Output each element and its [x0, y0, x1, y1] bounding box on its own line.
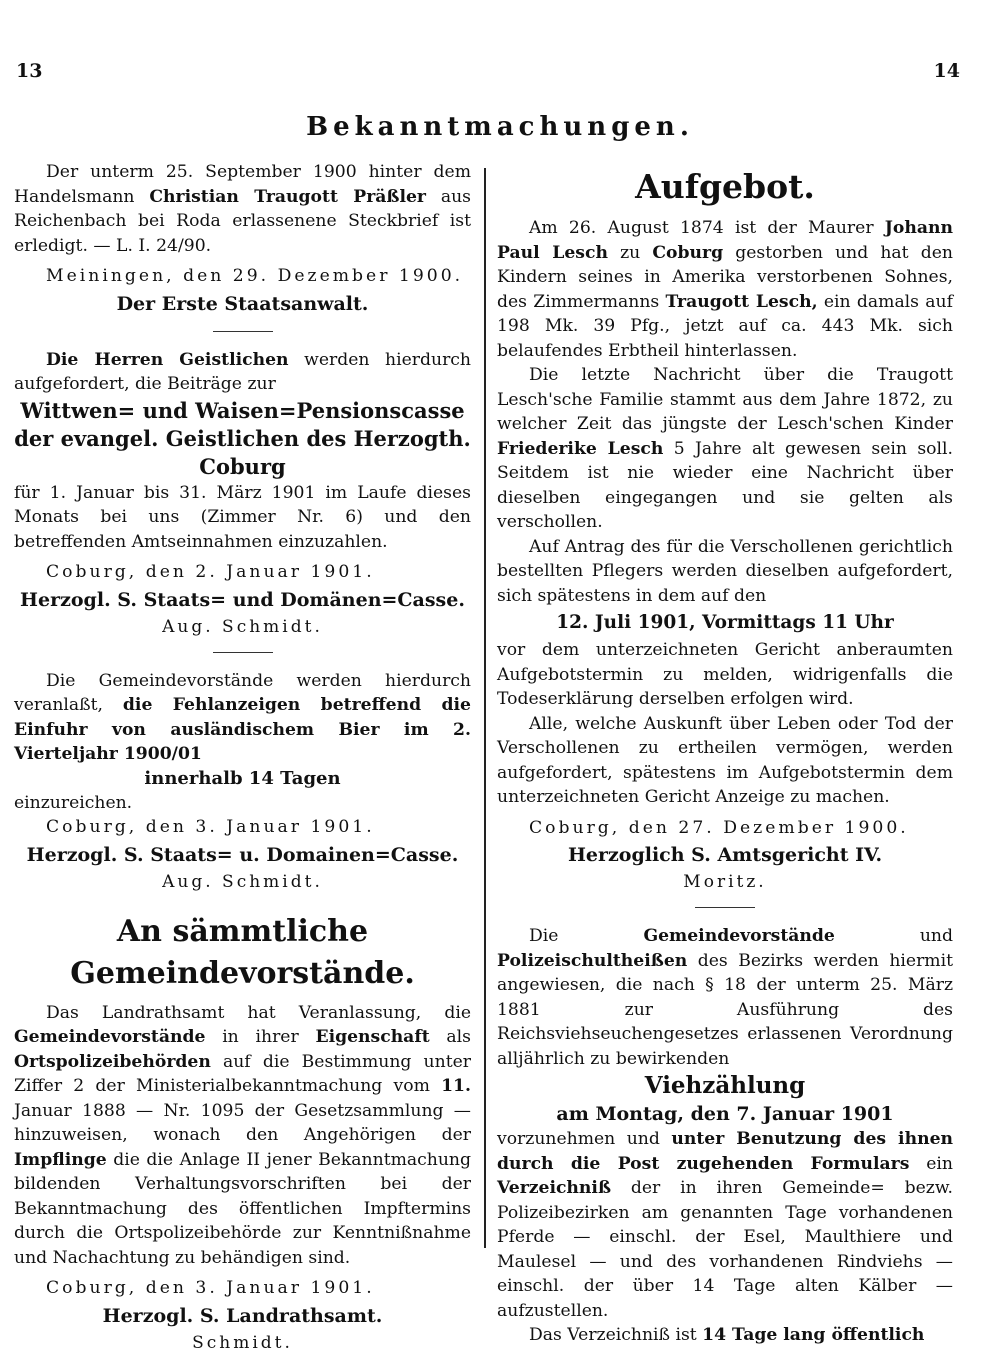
notice-summons-text-4: vor dem unterzeichneten Gericht anberaumten Aufgebotstermin zu melden, widrigenfalls die Todeserklärung derselben erfolgen wird. [497, 640, 953, 709]
notice-vaccination-signature: Herzogl. S. Landrathsamt. [102, 1304, 383, 1327]
pension-fund-name-2: der evangel. Geistlichen des Herzogth. Coburg [14, 425, 471, 479]
person-name: Christian Traugott Präßler [149, 186, 426, 207]
page-number-left: 13 [16, 60, 43, 82]
notice-summons-text-5: Alle, welche Auskunft über Leben oder Tod der Verschollenen zu ertheilen vermögen, werden aufgefordert, spätestens im Aufgebotstermin dem unterzeichneten Gericht Anzeige zu machen. [497, 713, 953, 807]
column-divider [484, 168, 486, 1248]
notice-beer-text: Die Gemeindevorstände werden hierdurch veranlaßt, die Fehlanzeigen betreffend die Einfuhr von ausländischem Bier im 2. Vierteljahr 1900/01 [14, 670, 471, 764]
notice-summons-date: 12. Juli 1901, Vormittags 11 Uhr [556, 612, 894, 633]
page-heading: Bekanntmachungen. [306, 112, 694, 142]
notice-summons-text-3: Auf Antrag des für die Verschollenen gerichtlich bestellten Pflegers werden dieselben aufgefordert, sich spätestens in dem auf den [497, 536, 953, 606]
notice-census-text-2: vorzunehmen und unter Benutzung des ihnen durch die Post zugehenden Formulars ein Verzeichniß der in ihren Gemeinde= bezw. Polizeibezirken am genannten Tage vorhandenen Pferde — einschl. der Esel, Maulthiere und Maulesel — und des vorhandenen Rindviehs — einschl. der über 14 Tage alten Kälber — aufzustellen. [497, 1129, 954, 1321]
notice-warrant-place: Meiningen, den 29. Dezember 1900. [46, 266, 464, 286]
notice-pension-text-2: für 1. Januar bis 31. März 1901 im Laufe dieses Monats bei uns (Zimmer Nr. 6) und den betreffenden Amtseinnahmen einzuzahlen. [14, 482, 471, 552]
notice-pension-place: Coburg, den 2. Januar 1901. [46, 562, 375, 582]
notice-pension-signature: Herzogl. S. Staats= und Domänen=Casse. [20, 588, 465, 611]
notice-warrant [14, 160, 471, 319]
notice-beer-signature: Herzogl. S. Staats= u. Domainen=Casse. [26, 843, 459, 866]
notice-summons-title: Aufgebot. [635, 167, 815, 206]
notice-census-title: Viehzählung [644, 1072, 806, 1099]
separator [695, 907, 755, 908]
notice-beer-place: Coburg, den 3. Januar 1901. [46, 817, 375, 837]
notice-warrant-signature: Der Erste Staatsanwalt. [116, 292, 369, 315]
notice-beer-signer: Aug. Schmidt. [162, 871, 323, 892]
notice-census-date: am Montag, den 7. Januar 1901 [556, 1103, 894, 1125]
notice-census-text-3: Das Verzeichniß ist 14 Tage lang öffentlich [529, 1325, 925, 1345]
notice-summons-text-2: Die letzte Nachricht über die Traugott Lesch'sche Familie stammt aus dem Jahre 1872, zu welcher Zeit das jüngste der Lesch'schen Kinder Friederike Lesch 5 Jahre alt gewesen sein soll. Seitdem ist nie wieder eine Nachricht über dieselben eingegangen und sie gelten als verschollen. [497, 365, 953, 532]
notice-summons-signer: Moritz. [683, 872, 767, 892]
notice-beer-deadline: innerhalb 14 Tagen [144, 767, 341, 789]
notice-beer-text-2: einzureichen. [14, 792, 133, 813]
notice-vaccination [14, 911, 471, 1356]
notice-vaccination-title: An sämmtliche Gemeindevorstände. [70, 913, 415, 991]
notice-pension-signer: Aug. Schmidt. [162, 616, 323, 637]
notice-pension-text: Die Herren Geistlichen werden hierdurch aufgefordert, die Beiträge zur [14, 349, 471, 394]
pension-fund-name-1: Wittwen= und Waisen=Pensionscasse [20, 397, 465, 423]
notice-public-summons [497, 164, 953, 895]
notice-livestock-census [497, 924, 953, 1348]
notice-beer-import [14, 669, 471, 895]
notice-summons-signature: Herzoglich S. Amtsgericht IV. [567, 844, 883, 866]
page-number-right: 14 [933, 60, 960, 82]
right-column [497, 160, 953, 1348]
notice-warrant-text: Der unterm 25. September 1900 hinter dem Handelsmann Christian Traugott Präßler aus Reichenbach bei Roda erlassenene Steckbrief ist erledigt. — L. I. 24/90. [14, 162, 471, 256]
notice-vaccination-text: Das Landrathsamt hat Veranlassung, die Gemeindevorstände in ihrer Eigenschaft als Ortspolizeibehörden auf die Bestimmung unter Ziffer 2 der Ministerialbekanntmachung vom 11. Januar 1888 — Nr. 1095 der Gesetzsammlung — hinzuweisen, wonach den Angehörigen der Impflinge die die Anlage II jener Bekanntmachung bildenden Verhaltungsvorschriften bei der Bekanntmachung des öffentlichen Impftermins durch die Ortspolizeibehörde zur Kenntnißnahme und Nachachtung zu behändigen sind. [14, 1002, 471, 1268]
notice-census-text-1: Die Gemeindevorstände und Polizeischultheißen des Bezirks werden hiermit angewiesen, die nach § 18 der unterm 25. März 1881 zur Ausführung des Reichsviehseuchengesetzes erlassenen Verordnung alljährlich zu bewirkenden [497, 926, 953, 1069]
notice-vaccination-place: Coburg, den 3. Januar 1901. [46, 1278, 375, 1298]
notice-summons-place: Coburg, den 27. Dezember 1900. [529, 817, 909, 838]
notice-summons-text-1: Am 26. August 1874 ist der Maurer Johann Paul Lesch zu Coburg gestorben und hat den Kindern seines in Amerika verstorbenen Sohnes, des Zimmermanns Traugott Lesch, ein damals auf 198 Mk. 39 Pfg., jetzt auf ca. 443 Mk. sich belaufendes Erbtheil hinterlassen. [497, 218, 954, 361]
notice-pension-fund [14, 348, 471, 640]
separator [213, 652, 273, 653]
left-column [14, 160, 471, 1356]
separator [213, 331, 273, 332]
notice-vaccination-signer: Schmidt. [192, 1332, 293, 1353]
